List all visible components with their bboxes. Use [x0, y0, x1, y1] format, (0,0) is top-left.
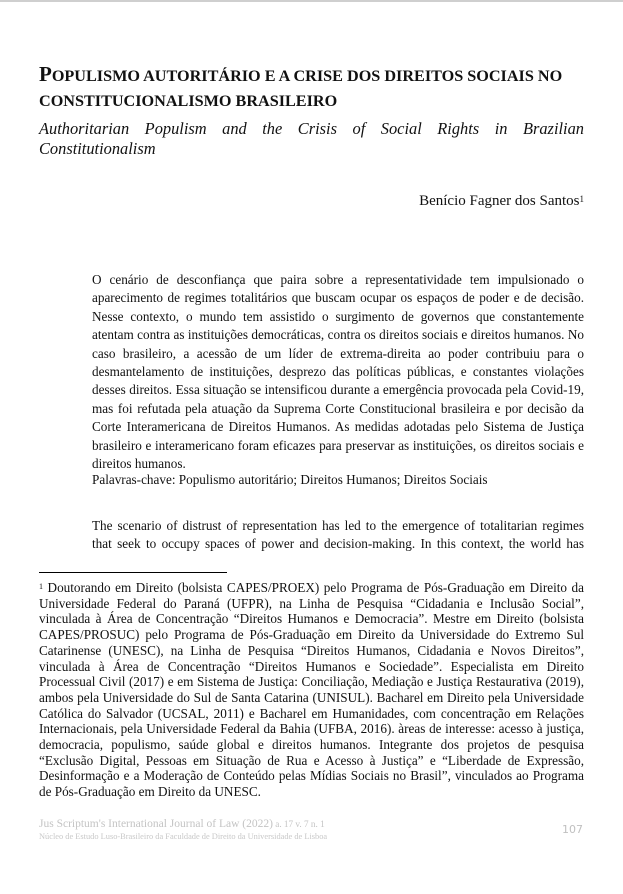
author-text: Benício Fagner dos Santos	[419, 193, 580, 209]
footer-volume: a. 17 v. 7 n. 1	[272, 819, 325, 829]
footer-institution: Núcleo de Estudo Luso-Brasileiro da Faculdade de Direito da Universidade de Lisboa	[39, 832, 328, 841]
title-initial-cap: P	[39, 62, 52, 86]
title-line-2: CONSTITUCIONALISMO BRASILEIRO	[39, 92, 338, 110]
abstract-english: The scenario of distrust of representation has led to the emergence of totalitarian regimes that seek to occupy spaces of power and decision-making. In this context, the world has	[92, 518, 584, 552]
subtitle-line-2: Constitutionalism	[39, 139, 156, 158]
author-footnote-link[interactable]: 1	[579, 194, 584, 204]
footnote-mark: 1	[39, 582, 43, 591]
title-line-1: OPULISMO AUTORITÁRIO E A CRISE DOS DIREITOS SOCIAIS NO	[51, 67, 563, 85]
keywords: Palavras-chave: Populismo autoritário; Direitos Humanos; Direitos Sociais	[92, 472, 488, 487]
article-subtitle-english	[39, 119, 584, 159]
footer-journal-citation	[39, 818, 325, 831]
article-title	[39, 62, 584, 114]
footnote-text: Doutorando em Direito (bolsista CAPES/PROEX) pelo Programa de Pós-Graduação em Direito da Universidade Federal do Paraná (UFPR), na Linha de Pesquisa “Cidadania e Inclusão Social”, vinculada à Área de Concentração “Direitos Humanos e Democracia”. Mestre em Direito (bolsista CAPES/PROSUC) pelo Programa de Pós-Graduação em Direito da Universidade do Extremo Sul Catarinense (UNESC), na Linha de Pesquisa “Direitos Humanos, Cidadania e Novos Direitos”, vinculada à Área de Concentração “Direitos Humanos e Sociedade”. Especialista em Direito Processual Civil (2017) e em Sistema de Justiça: Conciliação, Mediação e Justiça Restaurativa (2019), ambos pela Universidade do Sul de Santa Catarina (UNISUL). Bacharel em Direito pela Universidade Católica do Salvador (UCSAL, 2011) e Bacharel em Humanidades, com concentração em Relações Internacionais, pela Universidade Federal da Bahia (UFBA, 2016). àreas de interesse: acesso à justiça, democracia, populismo, saúde global e direitos humanos. Integrante dos projetos de pesquisa “Exclusão Digital, Pessoas em Situação de Rua e Acesso à Justiça” e “Liberdade de Expressão, Desinformação e a Moderação de Conteúdo pelas Mídias Sociais no Brasil”, vinculados ao Programa de Pós-Graduação em Direito da UNESC.	[39, 580, 584, 800]
abstract-portuguese: O cenário de desconfiança que paira sobre a representatividade tem impulsionado o aparecimento de regimes totalitários que buscam ocupar os espaços de poder e de decisão. Nesse contexto, o mundo tem assistido o surgimento de governos que constantemente atentam contra as instituições democráticas, contra os direitos sociais e direitos humanos. No caso brasileiro, a acessão de um líder de extrema-direita ao poder contribuiu para o desmantelamento de instituições, desprezo das políticas públicas, e constantes violações desses direitos. Essa situação se intensificou durante a emergência provocada pela Covid-19, mas foi refutada pela atuação da Suprema Corte Constitucional brasileira e por decisão da Corte Interamericana de Direitos Humanos. As medidas adotadas pelo Sistema de Justiça brasileiro e interamericano foram eficazes para preservar as instituições, os direitos sociais e direitos humanos.	[92, 272, 584, 472]
page-number: 107	[562, 823, 583, 836]
subtitle-line-1: Authoritarian Populism and the Crisis of Social Rights in Brazilian	[39, 119, 584, 138]
page-top-border	[0, 0, 623, 2]
footer-journal-name: Jus Scriptum's International Journal of Law (2022)	[39, 818, 273, 830]
author-name	[419, 191, 584, 211]
footnote-separator	[39, 572, 227, 573]
footnote-1	[39, 580, 584, 800]
